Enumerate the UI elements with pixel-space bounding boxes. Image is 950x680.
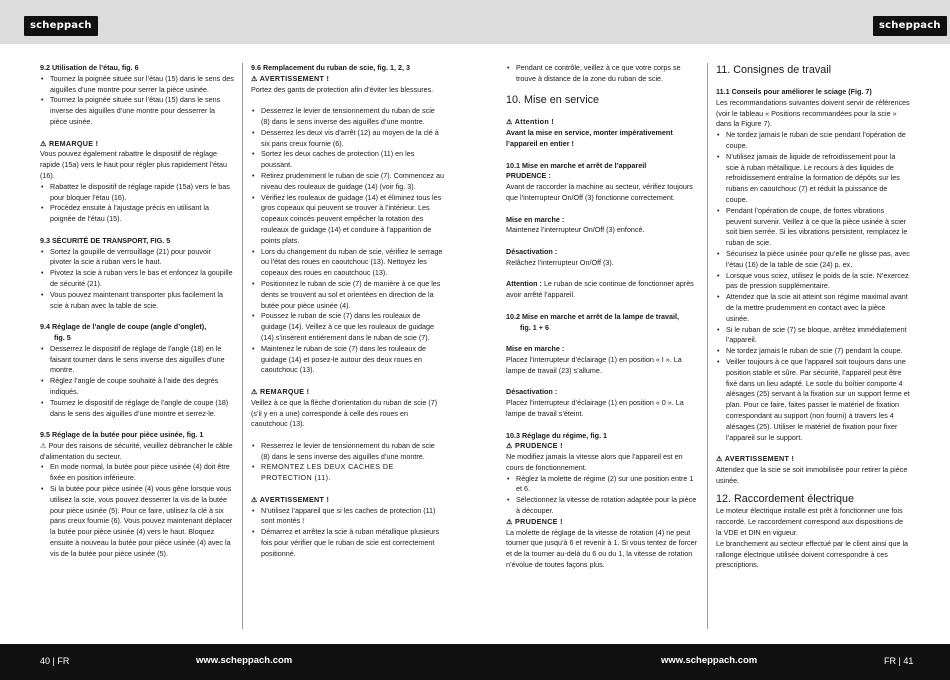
section-12-title: 12. Raccordement électrique: [716, 493, 855, 506]
column-2: [251, 63, 445, 560]
list-item: • Tournez le dispositif de réglage de l’angle de coupe (18) dans le sens des aiguilles d’une montre et serrez-le.: [40, 398, 234, 420]
prudence-label: ⚠ PRUDENCE !: [506, 516, 563, 526]
avertissement-text: Attendez que la scie se soit immobilisée pour retirer la pièce usinée.: [716, 464, 908, 485]
remarque-label: ⚠ REMARQUE !: [251, 386, 310, 396]
column-divider: [242, 63, 243, 629]
section-9-4-title-cont: fig. 5: [54, 332, 71, 342]
list-item: • Lorsque vous sciez, utilisez le poids de la scie. N’exercez pas de pression supplémentaire.: [716, 271, 910, 293]
avertissement-label: ⚠ AVERTISSEMENT !: [251, 494, 330, 504]
list-item: • Sortez la goupille de verrouillage (21) pour pouvoir pivoter la scie à ruban vers le haut.: [40, 247, 234, 269]
attention-note-text: Le ruban de scie continue de fonctionner après avoir arrêté l’appareil.: [506, 279, 694, 300]
list-item: • Tournez la poignée située sur l’étau (15) dans le sens des aiguilles d’une montre pour serrer la pièce usinée.: [40, 74, 234, 96]
section-9-5-warning: ⚠ Pour des raisons de sécurité, veuillez débrancher le câble d’alimentation du secteur.: [40, 440, 233, 461]
lamp-on-label: Mise en marche :: [506, 344, 565, 354]
section-9-6-list: [251, 106, 445, 376]
section-12-paragraph: Le branchement au secteur effectué par le client ainsi que la rallonge électrique utilisée doivent correspondre à ces prescriptions.: [716, 538, 909, 570]
section-12-paragraph: Le moteur électrique installé est prêt à fonctionner une fois raccordé. Le raccordement correspond aux dispositions de la VDE et DIN en vigueur.: [716, 506, 903, 538]
section-10-1-title: 10.1 Mise en marche et arrêt de l’appareil: [506, 160, 647, 170]
list-item: • Rabattez le dispositif de réglage rapide (15a) vers le bas pour bloquer l’étau (16).: [40, 182, 234, 204]
off-label: Désactivation :: [506, 246, 558, 256]
section-10-2-title-cont: fig. 1 + 6: [520, 322, 549, 332]
list-item: • Resserrez le levier de tensionnement du ruban de scie (8) dans le sens inverse des aiguilles d’une montre.: [251, 441, 445, 463]
list-item: • Sécurisez la pièce usinée pour qu’elle ne glisse pas, avec l’étau (16) de la table de scie (24) p. ex.: [716, 249, 910, 271]
list-item: • Tournez la poignée située sur l’étau (15) dans le sens inverse des aiguilles d’une montre pour desserrer la pièce usinée.: [40, 95, 234, 127]
attention-note: [506, 279, 699, 301]
list-item: • REMONTEZ LES DEUX CACHES DE PROTECTION (11).: [251, 462, 445, 484]
list-item: • Maintenez le ruban de scie (7) dans les rouleaux de guidage (14) et posez-le autour des deux roues en caoutchouc (13).: [251, 344, 445, 376]
brand-logo-right: scheppach: [873, 16, 947, 36]
section-10-3-list: [506, 474, 699, 517]
section-9-6-title: 9.6 Remplacement du ruban de scie, fig. 1, 2, 3: [251, 63, 410, 72]
section-9-5-title: 9.5 Réglage de la butée pour pièce usinée, fig. 1: [40, 430, 204, 440]
column-3: [506, 63, 699, 571]
top-list: [506, 63, 699, 85]
list-item: • En mode normal, la butée pour pièce usinée (4) doit être fixée en position inférieure.: [40, 462, 234, 484]
list-item: • Vérifiez les rouleaux de guidage (14) et éliminez tous les gros copeaux qui peuvent se trouver à l’intérieur. Les copeaux coincés peuvent empêcher la rotation des rouleaux de guidage (14) et conduire à l’apparition de points plats.: [251, 193, 445, 247]
avertissement-text: Portez des gants de protection afin d’éviter les blessures.: [251, 84, 434, 94]
column-1: [40, 63, 234, 560]
list-item: • N’utilisez l’appareil que si les caches de protection (11) sont montés !: [251, 506, 445, 528]
list-item: • Attendez que la scie ait atteint son régime maximal avant de la mettre prudemment en contact avec la pièce usinée.: [716, 292, 910, 324]
list-item: • Pendant ce contrôle, veillez à ce que votre corps se trouve à distance de la zone du ruban de scie.: [506, 63, 699, 85]
section-9-2-title: 9.2 Utilisation de l’étau, fig. 6: [40, 63, 139, 72]
list-item: • Poussez le ruban de scie (7) dans les rouleaux de guidage (14). Veillez à ce que les rouleaux de guidage (14) s’insèrent entièrement dans le ruban de scie (7).: [251, 311, 445, 343]
list-item: • Positionnez le ruban de scie (7) de manière à ce que les dents se trouvent au sol et orientées en direction de la butée pour pièce usinée (4).: [251, 279, 445, 311]
section-9-4-list: [40, 344, 234, 420]
section-9-3-title: 9.3 SÉCURITÉ DE TRANSPORT, FIG. 5: [40, 235, 171, 245]
list-item: • Pendant l’opération de coupe, de fortes vibrations peuvent survenir. Veillez à ce que la pièce usinée à scier soit bien serrée. Si les vibrations persistent, remplacez le ruban de scie.: [716, 206, 910, 249]
list-item: • Sortez les deux caches de protection (11) en les poussant.: [251, 149, 445, 171]
lamp-off-label: Désactivation :: [506, 387, 558, 397]
remarque-text: Veillez à ce que la flèche d’orientation du ruban de scie (7) (s’il y en a une) corresponde à celle des roues en caoutchouc (13).: [251, 397, 438, 429]
prudence-label: PRUDENCE :: [506, 171, 551, 181]
lamp-on-text: Placez l’interrupteur d’éclairage (1) en position « I ». La lampe de travail (23) s’allume.: [506, 354, 682, 375]
remarque-label: ⚠ REMARQUE !: [40, 138, 99, 148]
avertissement-list: [251, 506, 445, 560]
prudence-text: La molette de réglage de la vitesse de rotation (4) ne peut tourner que jusqu’à 6 et revenir à 1. Si vous tentez de forcer et de la tourner au-delà du 6 ou du 1, la vitesse de rotation n’évolue de toutes façons plus.: [506, 527, 697, 570]
list-item: • Lors du changement du ruban de scie, vérifiez le serrage ou l’état des roues en caoutchouc (13). Nettoyez les copeaux des roues en caoutchouc (13).: [251, 247, 445, 279]
section-9-2-list: [40, 74, 234, 128]
section-9-4-title: 9.4 Réglage de l’angle de coupe (angle d’onglet),: [40, 322, 207, 332]
section-11-title: 11. Consignes de travail: [716, 64, 832, 76]
prudence-text: Avant de raccorder la machine au secteur, vérifiez toujours que l’interrupteur On/Off (3) fonctionne correctement.: [506, 182, 693, 202]
on-text: Maintenez l’interrupteur On/Off (3) enfoncé.: [506, 225, 645, 235]
attention-text: Avant la mise en service, monter impérativement l’appareil en entier !: [506, 128, 673, 148]
section-10-3-title: 10.3 Réglage du régime, fig. 1: [506, 430, 608, 440]
list-item: • Vous pouvez maintenant transporter plus facilement la scie à ruban avec la table de scie.: [40, 290, 234, 312]
list-item: • Veiller toujours à ce que l’appareil soit toujours dans une position stable et sûre. Par sécurité, l’appareil peut être fixé dans un lieu adapté. Le socle du boîtier comporte 4 alésages (25) servant à la fixation sur un support ferme et plan. Pour ce faire, faites passer le matériel de fixation correspondant au support (non fourni) à travers les 4 alésages (25). Utiliser le matériel de fixation pour fixer l’appareil sur le support.: [716, 357, 910, 443]
list-item: • Démarrez et arrêtez la scie à ruban métallique plusieurs fois pour vérifier que le ruban de scie est correctement positionné.: [251, 527, 445, 559]
footer-url-right[interactable]: www.scheppach.com: [661, 655, 758, 666]
remarque-text: Vous pouvez également rabattre le dispositif de réglage rapide (15a) vers le haut pour régler plus rapidement l’étau (16).: [40, 149, 227, 180]
on-label: Mise en marche :: [506, 214, 565, 224]
section-9-3-list: [40, 247, 234, 312]
list-item: • Sélectionnez la vitesse de rotation adaptée pour la pièce à découper.: [506, 495, 699, 517]
footer-bar: [0, 644, 950, 680]
list-item: • Pivotez la scie à ruban vers le bas et enfoncez la goupille de sécurité (21).: [40, 268, 234, 290]
lamp-off-text: Placez l’interrupteur d’éclairage (1) en position « 0 ». La lampe de travail s’éteint.: [506, 398, 684, 418]
attention-note-label: Attention :: [506, 279, 542, 289]
list-item: • Réglez la molette de régime (2) sur une position entre 1 et 6.: [506, 474, 699, 496]
section-10-2-title: 10.2 Mise en marche et arrêt de la lampe de travail,: [506, 311, 679, 321]
footer-url-left[interactable]: www.scheppach.com: [196, 655, 293, 666]
remarque-list: [40, 182, 234, 225]
column-4: [716, 63, 910, 571]
list-item: • Ne tordez jamais le ruban de scie pendant l’opération de coupe.: [716, 130, 910, 152]
brand-logo-left: scheppach: [24, 16, 98, 36]
attention-label: ⚠ Attention !: [506, 117, 555, 127]
list-item: • Desserrez le dispositif de réglage de l’angle (18) en le faisant tourner dans le sens inverse des aiguilles d’une montre.: [40, 344, 234, 376]
section-11-1-list: [716, 130, 910, 443]
list-item: • Desserrez les deux vis d’arrêt (12) au moyen de la clé à six pans creux fournie (6).: [251, 128, 445, 150]
section-9-5-list: [40, 462, 234, 559]
section-11-1-title: 11.1 Conseils pour améliorer le sciage (Fig. 7): [716, 87, 872, 96]
list-item: • N’utilisez jamais de liquide de refroidissement pour la scie à ruban métallique. Le recours à des liquides de refroidissement entraîne la formation de dépôts sur les rubans en caoutchouc (7) et réduit la puissance de coupe.: [716, 152, 910, 206]
section-11-1-text: Les recommandations suivantes doivent servir de références (voir le tableau « Positions recommandées pour la scie » dans la Figure 7).: [716, 97, 910, 129]
list-item: • Retirez prudemment le ruban de scie (7). Commencez au niveau des rouleaux de guidage (14) (voir fig. 3).: [251, 171, 445, 193]
off-text: Relâchez l’interrupteur On/Off (3).: [506, 257, 614, 267]
list-item: • Si la butée pour pièce usinée (4) vous gêne lorsque vous utilisez la scie, vous pouvez desserrer la vis de la butée pour pièce usinée (5). Pour ce faire, utilisez la clé à six pans creux fournie (6). Vous pouvez maintenant déplacer la butée pour pièce usinée (4) vers le haut. Bloquez ensuite à nouveau la butée pour pièce usinée (4) avec la vis de la butée pour pièce usinée (5).: [40, 484, 234, 560]
list-item: • Si le ruban de scie (7) se bloque, arrêtez immédiatement l’appareil.: [716, 325, 910, 347]
prudence-text: Ne modifiez jamais la vitesse alors que l’appareil est en cours de fonctionnement.: [506, 452, 683, 472]
page-number-right: FR | 41: [884, 656, 914, 666]
list-item: • Desserrez le levier de tensionnement du ruban de scie (8) dans le sens inverse des aiguilles d’une montre.: [251, 106, 445, 128]
list-item: • Ne tordez jamais le ruban de scie (7) pendant la coupe.: [716, 346, 910, 357]
column-divider: [707, 63, 708, 629]
prudence-label: ⚠ PRUDENCE !: [506, 441, 563, 451]
remarque-list: [251, 441, 445, 484]
list-item: • Réglez l’angle de coupe souhaité à l’aide des degrés indiqués.: [40, 376, 234, 398]
header-bar: [0, 0, 950, 44]
avertissement-label: ⚠ AVERTISSEMENT !: [716, 454, 795, 464]
section-10-title: 10. Mise en service: [506, 93, 600, 106]
list-item: • Procédez ensuite à l’ajustage précis en utilisant la poignée de l’étau (15).: [40, 203, 234, 225]
avertissement-label: ⚠ AVERTISSEMENT !: [251, 73, 330, 83]
page-number-left: 40 | FR: [40, 656, 70, 666]
